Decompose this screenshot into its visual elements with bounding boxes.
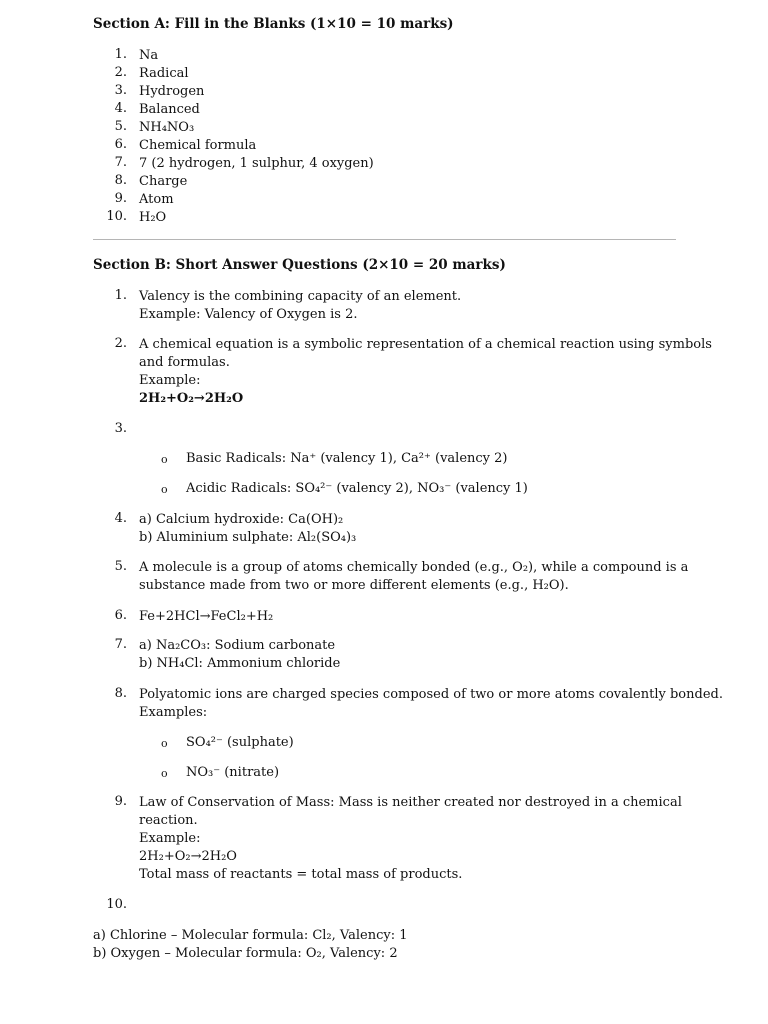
bullet-text: Basic Radicals: Na⁺ (valency 1), Ca²⁺ (valency 2) <box>186 451 508 466</box>
question-number: 2. <box>114 336 127 351</box>
section-a-heading: Section A: Fill in the Blanks (1×10 = 10 marks) <box>93 16 454 32</box>
list-item: 7 (2 hydrogen, 1 sulphur, 4 oxygen) <box>139 156 374 171</box>
question-number: 7. <box>114 637 127 652</box>
list-item: Charge <box>139 174 188 189</box>
answer-text: Example: <box>139 373 201 388</box>
answer-text: and formulas. <box>139 355 230 370</box>
bullet-text: SO₄²⁻ (sulphate) <box>186 735 294 750</box>
list-number: 4. <box>114 101 127 116</box>
answer-text: A molecule is a group of atoms chemically bonded (e.g., O₂), while a compound is a <box>139 560 689 575</box>
list-number: 8. <box>114 173 127 188</box>
list-item: Atom <box>139 192 174 207</box>
chemical-equation: 2H₂+O₂→2H₂O <box>139 849 237 864</box>
list-item: Chemical formula <box>139 138 257 153</box>
answer-text: a) Na₂CO₃: Sodium carbonate <box>139 638 336 653</box>
answer-text: b) Aluminium sulphate: Al₂(SO₄)₃ <box>139 530 357 545</box>
list-number: 9. <box>114 191 127 206</box>
list-item: Balanced <box>139 102 200 117</box>
answer-text: Examples: <box>139 705 208 720</box>
list-number: 1. <box>114 47 127 62</box>
bullet-text: NO₃⁻ (nitrate) <box>186 765 280 780</box>
list-number: 2. <box>114 65 127 80</box>
question-number: 6. <box>114 608 127 623</box>
answer-text: Example: <box>139 831 201 846</box>
question-number: 1. <box>114 288 127 303</box>
list-item: NH₄NO₃ <box>139 120 195 135</box>
bullet-text: Acidic Radicals: SO₄²⁻ (valency 2), NO₃⁻ (valency 1) <box>186 481 528 496</box>
question-number: 4. <box>114 511 127 526</box>
bullet-icon: o <box>161 483 168 496</box>
list-number: 7. <box>114 155 127 170</box>
bullet-icon: o <box>161 737 168 750</box>
section-divider <box>93 239 676 240</box>
question-number: 9. <box>114 794 127 809</box>
answer-text: b) Oxygen – Molecular formula: O₂, Valency: 2 <box>93 946 398 961</box>
answer-text: a) Calcium hydroxide: Ca(OH)₂ <box>139 512 344 527</box>
chemical-equation: Fe+2HCl→FeCl₂+H₂ <box>139 609 274 624</box>
answer-text: Polyatomic ions are charged species composed of two or more atoms covalently bonded. <box>139 687 723 702</box>
list-item: Hydrogen <box>139 84 205 99</box>
question-number: 5. <box>114 559 127 574</box>
answer-text: A chemical equation is a symbolic representation of a chemical reaction using symbols <box>139 337 712 352</box>
answer-text: Total mass of reactants = total mass of products. <box>139 867 463 882</box>
answer-text: a) Chlorine – Molecular formula: Cl₂, Valency: 1 <box>93 928 408 943</box>
answer-text: Example: Valency of Oxygen is 2. <box>139 307 358 322</box>
answer-text: substance made from two or more different elements (e.g., H₂O). <box>139 578 569 593</box>
list-number: 10. <box>106 209 127 224</box>
list-item: Na <box>139 48 159 63</box>
bullet-icon: o <box>161 453 168 466</box>
answer-text: Valency is the combining capacity of an element. <box>139 289 462 304</box>
question-number: 3. <box>114 421 127 436</box>
list-number: 5. <box>114 119 127 134</box>
list-number: 3. <box>114 83 127 98</box>
list-item: Radical <box>139 66 189 81</box>
list-number: 6. <box>114 137 127 152</box>
bullet-icon: o <box>161 767 168 780</box>
list-item: H₂O <box>139 210 167 225</box>
section-b-heading: Section B: Short Answer Questions (2×10 = 20 marks) <box>93 257 506 273</box>
chemical-equation: 2H₂+O₂→2H₂O <box>139 391 244 406</box>
question-number: 8. <box>114 686 127 701</box>
answer-text: Law of Conservation of Mass: Mass is neither created nor destroyed in a chemical <box>139 795 682 810</box>
question-number: 10. <box>106 897 127 912</box>
answer-text: b) NH₄Cl: Ammonium chloride <box>139 656 341 671</box>
answer-text: reaction. <box>139 813 198 828</box>
